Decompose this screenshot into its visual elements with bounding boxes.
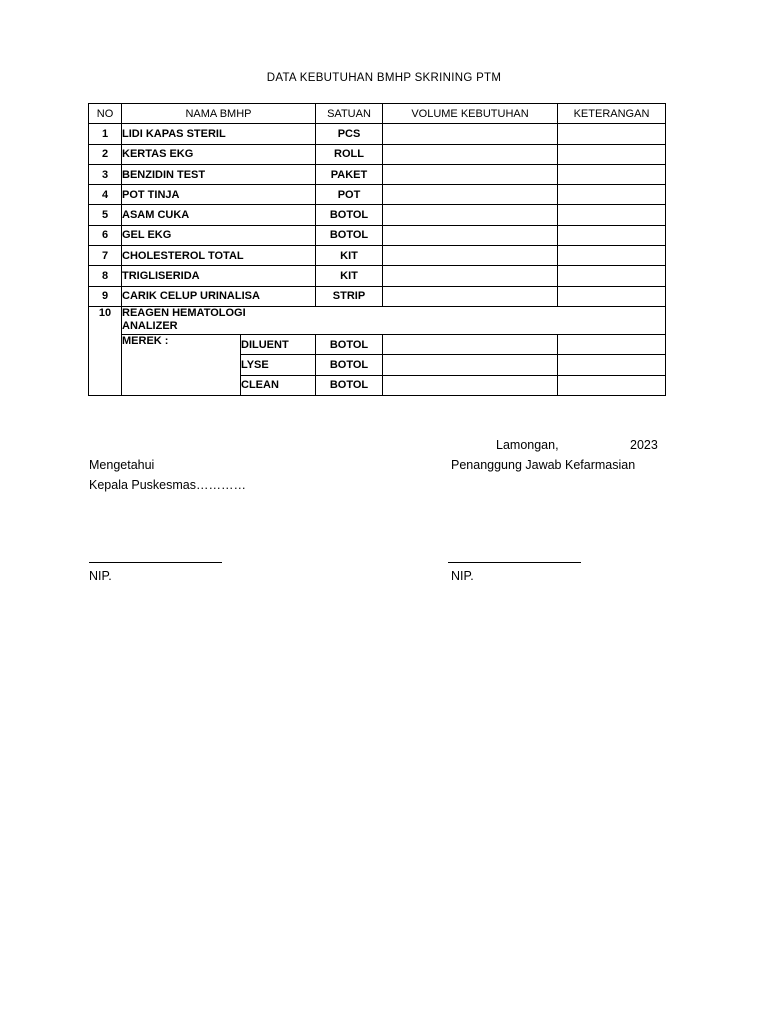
right-signature-line xyxy=(448,562,581,563)
row-note-cell xyxy=(558,144,666,164)
row-volume-cell xyxy=(383,205,558,225)
reagen-item-unit: BOTOL xyxy=(316,334,383,354)
header-unit: SATUAN xyxy=(316,104,383,124)
row-no: 8 xyxy=(89,266,122,286)
header-name: NAMA BMHP xyxy=(122,104,316,124)
row-unit: KIT xyxy=(316,246,383,266)
row-volume-cell xyxy=(383,375,558,395)
reagen-item-unit: BOTOL xyxy=(316,375,383,395)
row-volume-cell xyxy=(383,225,558,245)
header-note: KETERANGAN xyxy=(558,104,666,124)
reagen-item-name: DILUENT xyxy=(241,334,316,354)
row-unit: BOTOL xyxy=(316,205,383,225)
row-no: 7 xyxy=(89,246,122,266)
row-note-cell xyxy=(558,286,666,306)
merek-label: MEREK : xyxy=(122,334,241,395)
row-unit: ROLL xyxy=(316,144,383,164)
document-title: DATA KEBUTUHAN BMHP SKRINING PTM xyxy=(266,72,502,84)
row-no: 2 xyxy=(89,144,122,164)
right-role: Penanggung Jawab Kefarmasian xyxy=(451,458,636,472)
right-nip: NIP. xyxy=(451,569,474,583)
table-row xyxy=(89,286,666,306)
left-label: Mengetahui xyxy=(89,458,155,472)
row-no: 9 xyxy=(89,286,122,306)
table-row xyxy=(89,144,666,164)
table-row xyxy=(89,185,666,205)
row-name: KERTAS EKG xyxy=(122,144,316,164)
reagen-name-line1: REAGEN HEMATOLOGI xyxy=(122,307,246,320)
row-no: 4 xyxy=(89,185,122,205)
reagen-name xyxy=(122,306,666,334)
row-unit: KIT xyxy=(316,266,383,286)
left-nip: NIP. xyxy=(89,569,112,583)
reagen-item-name: LYSE xyxy=(241,355,316,375)
row-note-cell xyxy=(558,266,666,286)
row-note-cell xyxy=(558,124,666,144)
signature-place: Lamongan, xyxy=(496,438,559,452)
table-row xyxy=(89,246,666,266)
row-name: BENZIDIN TEST xyxy=(122,164,316,184)
reagen-no: 10 xyxy=(89,306,122,395)
left-role: Kepala Puskesmas………… xyxy=(89,478,247,492)
row-note-cell xyxy=(558,334,666,354)
row-volume-cell xyxy=(383,246,558,266)
row-unit: PAKET xyxy=(316,164,383,184)
row-name: CARIK CELUP URINALISA xyxy=(122,286,316,306)
row-name: LIDI KAPAS STERIL xyxy=(122,124,316,144)
row-name: TRIGLISERIDA xyxy=(122,266,316,286)
row-unit: BOTOL xyxy=(316,225,383,245)
row-no: 1 xyxy=(89,124,122,144)
row-volume-cell xyxy=(383,355,558,375)
row-volume-cell xyxy=(383,266,558,286)
table-row xyxy=(89,225,666,245)
row-volume-cell xyxy=(383,144,558,164)
row-name: ASAM CUKA xyxy=(122,205,316,225)
row-name: GEL EKG xyxy=(122,225,316,245)
row-no: 6 xyxy=(89,225,122,245)
table-header-row xyxy=(89,104,666,124)
reagen-item-name: CLEAN xyxy=(241,375,316,395)
row-no: 5 xyxy=(89,205,122,225)
row-note-cell xyxy=(558,205,666,225)
row-note-cell xyxy=(558,185,666,205)
row-volume-cell xyxy=(383,334,558,354)
table-row xyxy=(89,164,666,184)
row-unit: STRIP xyxy=(316,286,383,306)
reagen-item-unit: BOTOL xyxy=(316,355,383,375)
reagen-item-row xyxy=(89,334,666,354)
signature-year: 2023 xyxy=(630,438,658,452)
bmhp-table xyxy=(88,103,666,396)
header-volume: VOLUME KEBUTUHAN xyxy=(383,104,558,124)
left-signature-line xyxy=(89,562,222,563)
table-row xyxy=(89,124,666,144)
row-unit: PCS xyxy=(316,124,383,144)
row-note-cell xyxy=(558,225,666,245)
table-row xyxy=(89,266,666,286)
row-note-cell xyxy=(558,246,666,266)
row-no: 3 xyxy=(89,164,122,184)
reagen-name-line2: ANALIZER xyxy=(122,320,178,333)
row-name: POT TINJA xyxy=(122,185,316,205)
reagen-title-row xyxy=(89,306,666,334)
row-volume-cell xyxy=(383,164,558,184)
row-note-cell xyxy=(558,164,666,184)
row-volume-cell xyxy=(383,286,558,306)
row-note-cell xyxy=(558,355,666,375)
row-note-cell xyxy=(558,375,666,395)
row-volume-cell xyxy=(383,185,558,205)
row-volume-cell xyxy=(383,124,558,144)
row-name: CHOLESTEROL TOTAL xyxy=(122,246,316,266)
table-row xyxy=(89,205,666,225)
row-unit: POT xyxy=(316,185,383,205)
header-no: NO xyxy=(89,104,122,124)
